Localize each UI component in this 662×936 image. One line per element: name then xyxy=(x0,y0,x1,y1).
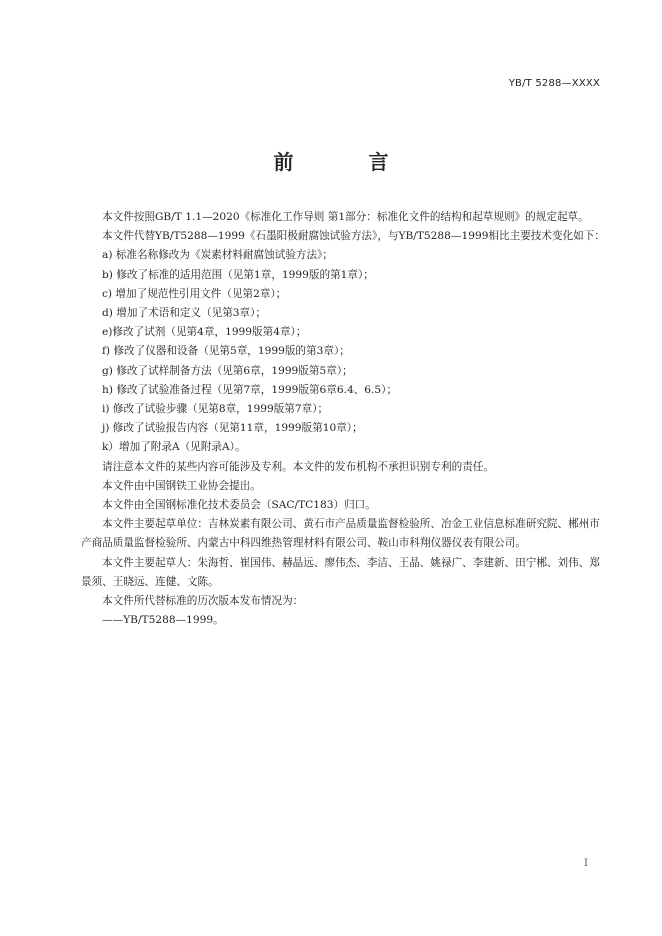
paragraph-history-entry: ——YB/T5288—1999。 xyxy=(102,614,224,627)
paragraph-committee: 本文件由全国钢标准化技术委员会（SAC/TC183）归口。 xyxy=(102,499,376,512)
list-item: a) 标准名称修改为《炭素材料耐腐蚀试验方法》； xyxy=(102,249,333,262)
list-item: g) 修改了试样制备方法（见第6章，1999版第5章）； xyxy=(102,364,353,377)
paragraph-drafters: 本文件主要起草人：朱海哲、崔国伟、赫晶远、廖伟杰、李洁、王晶、姚禄广、李建新、田宁郴、刘伟、郑景须、王晓远、连健、文陈。 xyxy=(81,556,600,588)
paragraph-proposer: 本文件由中国钢铁工业协会提出。 xyxy=(102,479,261,492)
changes-list xyxy=(81,246,605,457)
list-item: d) 增加了术语和定义（见第3章）； xyxy=(102,307,267,320)
paragraph-replacement: 本文件代替YB/T5288—1999《石墨阳极耐腐蚀试验方法》，与YB/T5288—1999相比主要技术变化如下： xyxy=(102,230,605,243)
paragraph-history-intro: 本文件所代替标准的历次版本发布情况为： xyxy=(102,595,304,608)
list-item: j) 修改了试验报告内容（见第11章，1999版第10章）； xyxy=(102,422,363,435)
list-item: k）增加了附录A（见附录A）。 xyxy=(102,441,246,454)
page-title: 前 言 xyxy=(273,150,423,174)
list-item: b) 修改了标准的适用范围（见第1章，1999版的第1章）； xyxy=(102,268,374,281)
standard-code: YB/T 5288—XXXX xyxy=(508,78,600,89)
paragraph-drafting-basis: 本文件按照GB/T 1.1—2020《标准化工作导则 第1部分：标准化文件的结构和起草规则》的规定起草。 xyxy=(102,211,589,223)
page-number: I xyxy=(584,858,588,869)
list-item: f) 修改了仪器和设备（见第5章，1999版的第3章）； xyxy=(102,345,350,358)
list-item: i) 修改了试验步骤（见第8章，1999版第7章）； xyxy=(102,403,329,416)
paragraph-patent-notice: 请注意本文件的某些内容可能涉及专利。本文件的发布机构不承担识别专利的责任。 xyxy=(102,460,494,473)
list-item: e)修改了试剂（见第4章，1999版第4章）； xyxy=(102,326,307,339)
list-item: h) 修改了试验准备过程（见第7章，1999版第6章6.4、6.5）； xyxy=(102,383,398,396)
paragraph-drafting-units: 本文件主要起草单位：吉林炭素有限公司、黄石市产品质量监督检验所、冶金工业信息标准研究院、郴州市产商品质量监督检验所、内蒙古中科四维热管理材料有限公司、鞍山市科翔仪器仪表有限公司。 xyxy=(81,518,600,550)
foreword-body xyxy=(81,208,605,630)
list-item: c) 增加了规范性引用文件（见第2章）； xyxy=(102,287,287,300)
